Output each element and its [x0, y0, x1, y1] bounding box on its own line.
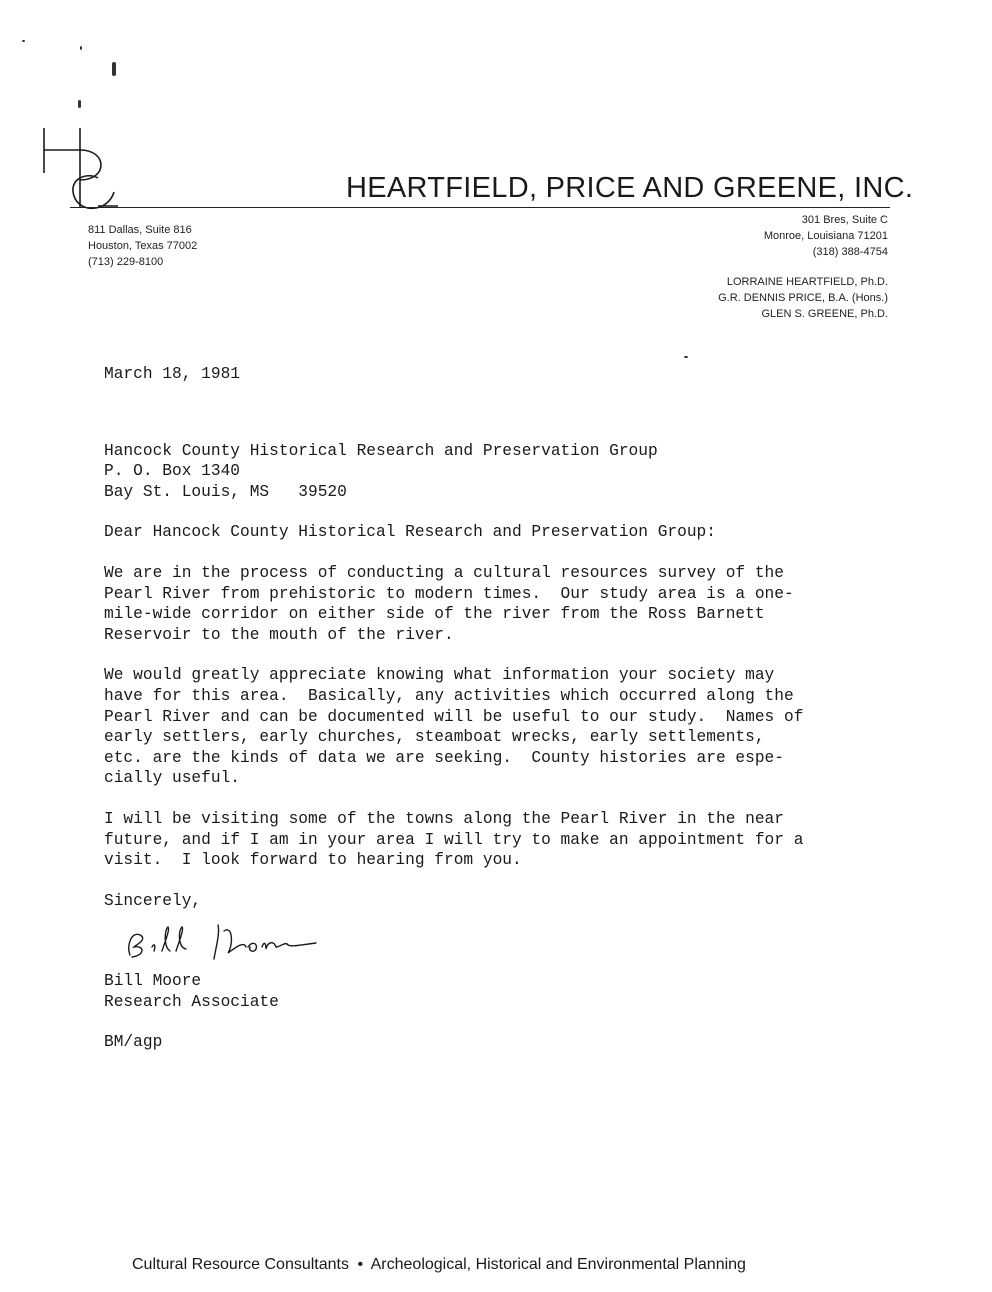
- scan-speck: [684, 356, 688, 358]
- paragraph-line: Pearl River and can be documented will be useful to our study. Names of: [104, 707, 804, 726]
- principals-list: [718, 274, 888, 322]
- footer-bullet: •: [357, 1256, 364, 1273]
- address-line: 811 Dallas, Suite 816: [88, 224, 192, 236]
- scan-speck: [78, 100, 81, 108]
- recipient-line: Hancock County Historical Research and Preservation Group: [104, 441, 658, 460]
- paragraph-line: cially useful.: [104, 769, 240, 788]
- paragraph-line: have for this area. Basically, any activities which occurred along the: [104, 686, 794, 705]
- address-line: (318) 388-4754: [812, 246, 888, 258]
- scan-speck: [80, 46, 82, 50]
- paragraph-line: future, and if I am in your area I will try to make an appointment for a: [104, 830, 804, 849]
- address-monroe: [764, 212, 888, 260]
- signer-name: Bill Moore: [104, 972, 202, 991]
- paragraph-line: etc. are the kinds of data we are seeking. County histories are espe-: [104, 748, 784, 767]
- scan-speck: [22, 40, 25, 42]
- address-line: 301 Bres, Suite C: [801, 214, 888, 226]
- address-line: Monroe, Louisiana 71201: [763, 230, 888, 242]
- recipient-line: P. O. Box 1340: [104, 462, 240, 481]
- paragraph-line: Pearl River from prehistoric to modern times. Our study area is a one-: [104, 584, 794, 603]
- paragraph-line: early settlers, early churches, steamboat wrecks, early settlements,: [104, 728, 765, 747]
- letter-body: [104, 364, 844, 1053]
- salutation: Dear Hancock County Historical Research and Preservation Group:: [104, 523, 716, 542]
- recipient-line: Bay St. Louis, MS 39520: [104, 482, 347, 501]
- company-name: HEARTFIELD, PRICE AND GREENE, INC.: [346, 172, 914, 204]
- paragraph-line: Reservoir to the mouth of the river.: [104, 625, 454, 644]
- closing: Sincerely,: [104, 891, 202, 910]
- paragraph-line: visit. I look forward to hearing from you.: [104, 851, 522, 870]
- letterhead-rule: [70, 207, 890, 208]
- paragraph-line: We are in the process of conducting a cultural resources survey of the: [104, 563, 784, 582]
- typist-initials: BM/agp: [104, 1033, 163, 1052]
- address-houston: [88, 222, 197, 270]
- handwritten-signature: [116, 917, 336, 965]
- footer-left-text: Cultural Resource Consultants: [132, 1256, 349, 1273]
- paragraph-line: mile-wide corridor on either side of the river from the Ross Barnett: [104, 605, 765, 624]
- scan-speck: [112, 62, 116, 76]
- principal-name: LORRAINE HEARTFIELD, Ph.D.: [726, 276, 888, 288]
- signer-title: Research Associate: [104, 992, 279, 1011]
- principal-name: GLEN S. GREENE, Ph.D.: [761, 308, 888, 320]
- paragraph-line: We would greatly appreciate knowing what information your society may: [104, 666, 775, 685]
- letter-date: March 18, 1981: [104, 365, 240, 383]
- footer-right-text: Archeological, Historical and Environmental Planning: [370, 1256, 746, 1273]
- paragraph-line: I will be visiting some of the towns along the Pearl River in the near: [104, 809, 784, 828]
- address-line: (713) 229-8100: [88, 256, 164, 268]
- address-line: Houston, Texas 77002: [88, 240, 198, 252]
- footer-tagline: [132, 1256, 746, 1274]
- principal-name: G.R. DENNIS PRICE, B.A. (Hons.): [718, 292, 888, 304]
- company-logo-hpg: [36, 118, 126, 213]
